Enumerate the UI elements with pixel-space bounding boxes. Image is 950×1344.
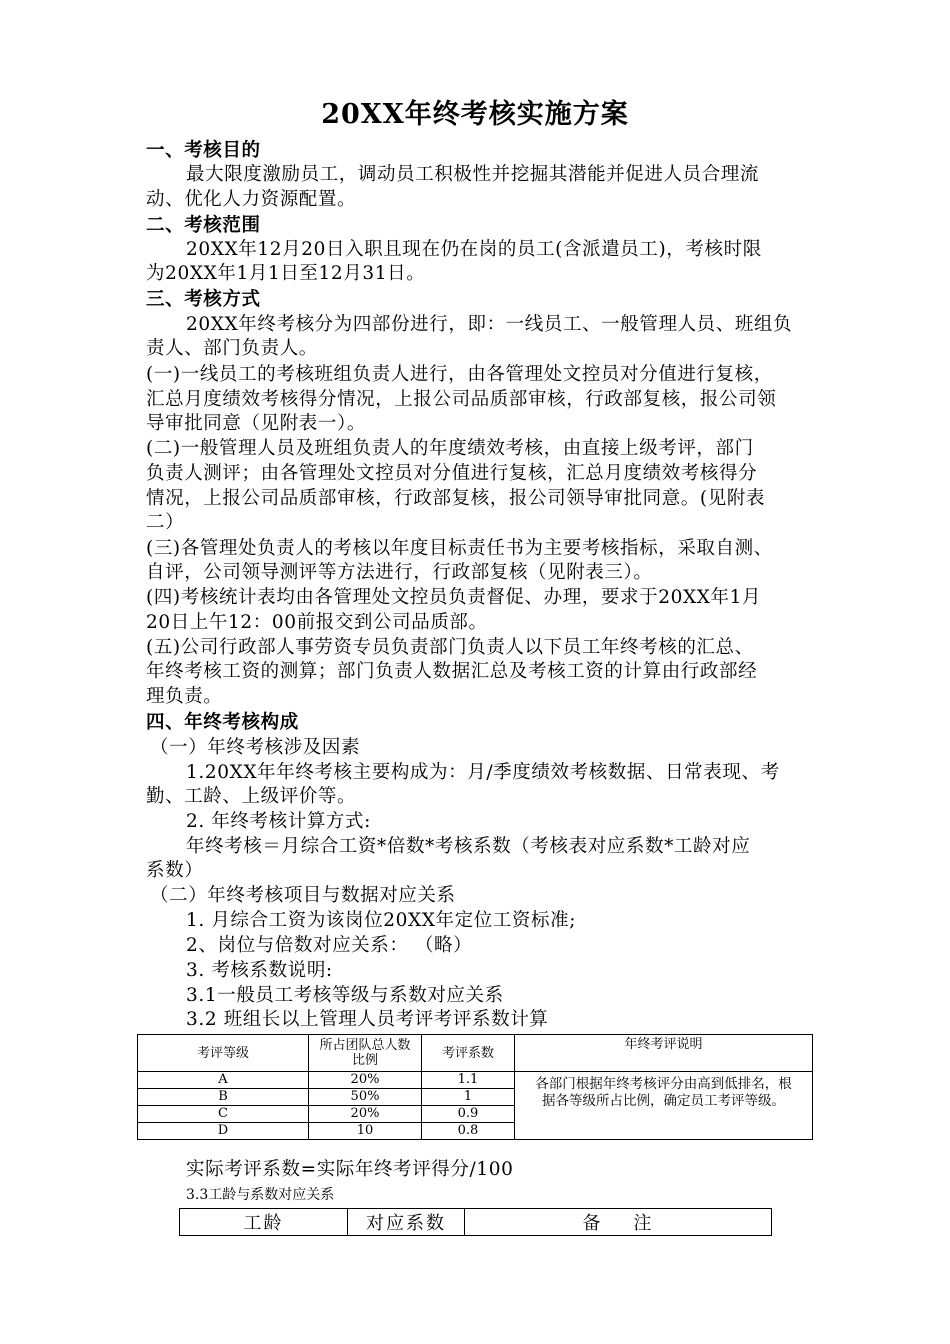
table-header-cell: 备 注 bbox=[465, 1209, 772, 1236]
paragraph-line: 3.3工龄与系数对应关系 bbox=[186, 1187, 335, 1203]
table-header-row bbox=[138, 1035, 813, 1072]
table-cell: 20% bbox=[309, 1072, 422, 1089]
table-cell: A bbox=[138, 1072, 309, 1089]
table-cell: B bbox=[138, 1089, 309, 1106]
table-cell: 0.8 bbox=[422, 1123, 515, 1140]
section-heading: 二、考核范围 bbox=[146, 215, 261, 236]
paragraph-line: 二） bbox=[146, 512, 185, 533]
paragraph-line: 20XX年终考核分为四部份进行，即：一线员工、一般管理人员、班组负 bbox=[186, 314, 793, 335]
table-row bbox=[138, 1072, 813, 1089]
seniority-coefficient-table bbox=[179, 1208, 772, 1236]
table-header-cell: 对应系数 bbox=[348, 1209, 465, 1236]
table-cell: 20% bbox=[309, 1106, 422, 1123]
paragraph-line: (二)一般管理人员及班组负责人的年度绩效考核，由直接上级考评，部门 bbox=[146, 438, 754, 459]
paragraph-line: 勤、工龄、上级评价等。 bbox=[146, 786, 357, 807]
paragraph-line: 3. 考核系数说明: bbox=[186, 960, 333, 981]
paragraph-line: 动、优化人力资源配置。 bbox=[146, 189, 357, 210]
paragraph-line: 3.1一般员工考核等级与系数对应关系 bbox=[186, 985, 504, 1006]
paragraph-line: 20XX年12月20日入职且现在仍在岗的员工(含派遣员工)，考核时限 bbox=[186, 239, 762, 260]
paragraph-line: 理负责。 bbox=[146, 686, 223, 707]
paragraph-line: (四)考核统计表均由各管理处文控员负责督促、办理，要求于20XX年1月 bbox=[146, 587, 762, 608]
table-note-cell: 各部门根据年终考核评分由高到低排名，根据各等级所占比例，确定员工考评等级。 bbox=[515, 1072, 813, 1140]
table-cell: 10 bbox=[309, 1123, 422, 1140]
section-heading: 一、考核目的 bbox=[146, 140, 261, 161]
paragraph-line: 3.2 班组长以上管理人员考评考评系数计算 bbox=[186, 1009, 549, 1030]
table-header-cell: 工龄 bbox=[180, 1209, 348, 1236]
paragraph-line: 年终考核＝月综合工资*倍数*考核系数（考核表对应系数*工龄对应 bbox=[186, 836, 751, 857]
table-cell: C bbox=[138, 1106, 309, 1123]
table-header-cell: 所占团队总人数比例 bbox=[309, 1035, 422, 1072]
paragraph-line: (三)各管理处负责人的考核以年度目标责任书为主要考核指标，采取自测、 bbox=[146, 538, 773, 559]
table-cell: 1 bbox=[422, 1089, 515, 1106]
table-cell: D bbox=[138, 1123, 309, 1140]
grade-coefficient-table bbox=[137, 1034, 813, 1140]
paragraph-line: 情况，上报公司品质部审核，行政部复核，报公司领导审批同意。(见附表 bbox=[146, 488, 766, 509]
formula-line: 实际考评系数=实际年终考评得分/100 bbox=[186, 1159, 514, 1180]
paragraph-line: 1. 月综合工资为该岗位20XX年定位工资标准; bbox=[186, 910, 577, 931]
paragraph-line: (五)公司行政部人事劳资专员负责部门负责人以下员工年终考核的汇总、 bbox=[146, 637, 754, 658]
paragraph-line: 最大限度激励员工，调动员工积极性并挖掘其潜能并促进人员合理流 bbox=[186, 164, 760, 185]
paragraph-line: 导审批同意（见附表一）。 bbox=[146, 413, 366, 434]
paragraph-line: (一)一线员工的考核班组负责人进行，由各管理处文控员对分值进行复核， bbox=[146, 364, 773, 385]
paragraph-line: 年终考核工资的测算；部门负责人数据汇总及考核工资的计算由行政部经 bbox=[146, 661, 758, 682]
table-header-row bbox=[180, 1209, 772, 1236]
paragraph-line: 20日上午12：00前报交到公司品质部。 bbox=[146, 612, 488, 633]
paragraph-line: 1.20XX年年终考核主要构成为：月/季度绩效考核数据、日常表现、考 bbox=[186, 762, 780, 783]
paragraph-line: 2. 年终考核计算方式: bbox=[186, 811, 371, 832]
paragraph-line: 汇总月度绩效考核得分情况，上报公司品质部审核，行政部复核，报公司领 bbox=[146, 389, 777, 410]
section-heading: 四、年终考核构成 bbox=[146, 712, 299, 733]
table-header-cell: 考评等级 bbox=[138, 1035, 309, 1072]
paragraph-line: （一）年终考核涉及因素 bbox=[150, 737, 361, 758]
table-header-cell: 年终考评说明 bbox=[515, 1035, 813, 1072]
paragraph-line: 系数） bbox=[146, 860, 204, 881]
paragraph-line: 为20XX年1月1日至12月31日。 bbox=[146, 263, 426, 284]
table-cell: 50% bbox=[309, 1089, 422, 1106]
paragraph-line: 自评，公司领导测评等方法进行，行政部复核（见附表三）。 bbox=[146, 562, 653, 583]
paragraph-line: 责人、部门负责人。 bbox=[146, 338, 318, 359]
table-cell: 0.9 bbox=[422, 1106, 515, 1123]
table-cell: 1.1 bbox=[422, 1072, 515, 1089]
table-header-cell: 考评系数 bbox=[422, 1035, 515, 1072]
paragraph-line: （二）年终考核项目与数据对应关系 bbox=[150, 885, 456, 906]
section-heading: 三、考核方式 bbox=[146, 289, 261, 310]
paragraph-line: 2、岗位与倍数对应关系： （略） bbox=[186, 935, 473, 956]
paragraph-line: 负责人测评；由各管理处文控员对分值进行复核，汇总月度绩效考核得分 bbox=[146, 463, 758, 484]
page-title: 20XX年终考核实施方案 bbox=[321, 99, 629, 130]
